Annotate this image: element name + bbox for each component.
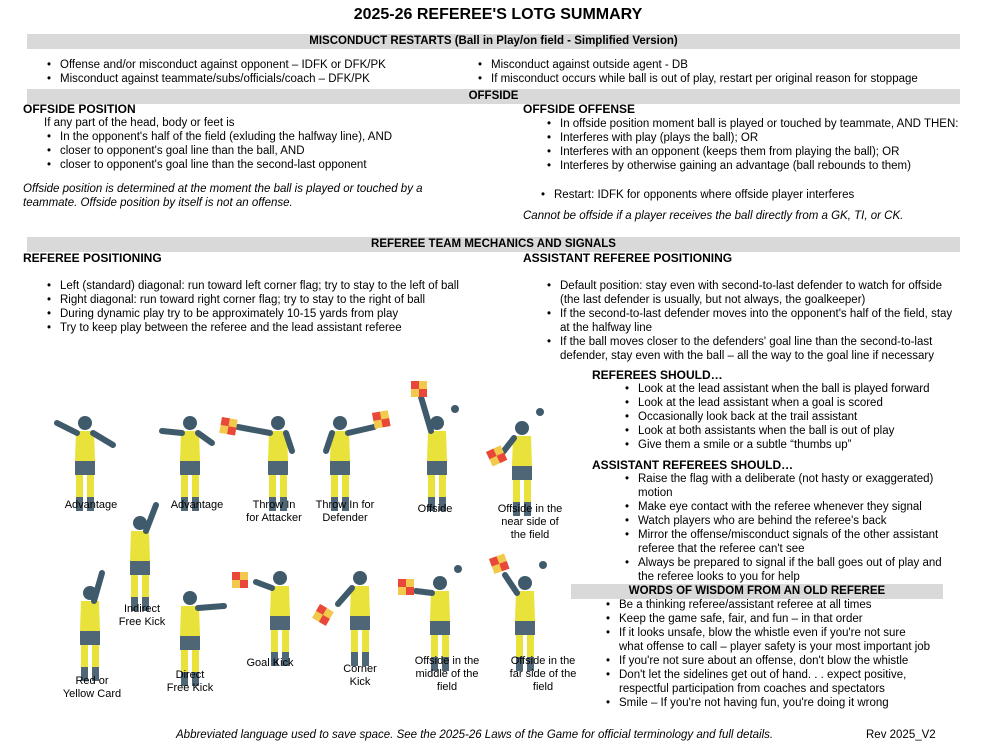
offside-header: OFFSIDE (27, 89, 960, 104)
caption-offside: Offside (417, 503, 453, 515)
offside-offense-title: OFFSIDE OFFENSE (523, 102, 636, 116)
list-item: • If misconduct occurs while ball is out of play, restart per original reason for stoppage (475, 72, 945, 86)
assistant-referees-should-title: ASSISTANT REFEREES SHOULD… (592, 458, 794, 472)
referee-positioning-list (44, 279, 494, 335)
caption-advantage-1: Advantage (64, 499, 118, 511)
offside-position-intro: If any part of the head, body or feet is (44, 117, 235, 129)
advantage-2-figure (162, 416, 212, 511)
wisdom-list (603, 598, 933, 710)
misconduct-right-list (475, 58, 945, 86)
assistant-referees-should-list (622, 472, 957, 584)
misconduct-left-list (44, 58, 464, 86)
list-item: • Smile – If you're not having fun, you're doing it wrong (603, 696, 933, 710)
caption-offside-far: Offside in the far side of the field (509, 655, 577, 693)
caption-indirect-free-kick: Indirect Free Kick (118, 603, 166, 628)
list-item: • If it looks unsafe, blow the whistle even if you're not sure what offense to call – player safety is your most important job (603, 626, 933, 654)
list-item: • In the opponent's half of the field (exluding the halfway line), AND (44, 130, 484, 144)
page-title: 2025-26 REFEREE'S LOTG SUMMARY (353, 6, 643, 23)
throw-in-defender-figure (326, 410, 391, 511)
list-item: • Restart: IDFK for opponents where offside player interferes (538, 188, 958, 202)
list-item: • Try to keep play between the referee and the lead assistant referee (44, 321, 494, 335)
caption-goal-kick: Goal Kick (246, 657, 294, 669)
caption-red-yellow-card: Red or Yellow Card (62, 675, 122, 700)
list-item: • Give them a smile or a subtle “thumbs up” (622, 438, 942, 452)
list-item: • If you're not sure about an offense, don't blow the whistle (603, 654, 933, 668)
list-item: • If the ball moves closer to the defenders' goal line than the second-to-last defender, stay even with the ball – all the way to the goal line if necessary (544, 335, 964, 363)
referees-should-list (622, 382, 942, 452)
offside-position-title: OFFSIDE POSITION (23, 102, 136, 116)
list-item: • closer to opponent's goal line than the ball, AND (44, 144, 484, 158)
list-item: • Watch players who are behind the referee's back (622, 514, 957, 528)
referee-positioning-title: REFEREE POSITIONING (23, 251, 162, 265)
list-item: • Make eye contact with the referee whenever they signal (622, 500, 957, 514)
caption-throw-in-defender: Throw In for Defender (315, 499, 375, 524)
throw-in-attacker-figure (219, 416, 292, 511)
list-item: • closer to opponent's goal line than the second-last opponent (44, 158, 484, 172)
offside-near-figure (486, 408, 544, 516)
list-item: • Default position: stay even with second-to-last defender to watch for offside (the last defender is usually, but not always, the goalkeeper) (544, 279, 964, 307)
mechanics-header: REFEREE TEAM MECHANICS AND SIGNALS (27, 237, 960, 252)
list-item: • Raise the flag with a deliberate (not hasty or exaggerated) motion (622, 472, 957, 500)
indirect-free-kick-figure (130, 505, 156, 611)
misconduct-header: MISCONDUCT RESTARTS (Ball in Play/on field - Simplified Version) (27, 34, 960, 49)
list-item: • During dynamic play try to be approximately 10-15 yards from play (44, 307, 494, 321)
list-item: • Left (standard) diagonal: run toward left corner flag; try to stay to the left of ball (44, 279, 494, 293)
caption-offside-near: Offside in the near side of the field (497, 503, 563, 541)
list-item: • Interferes with play (plays the ball); OR (544, 131, 964, 145)
ar-positioning-title: ASSISTANT REFEREE POSITIONING (523, 251, 733, 265)
offside-position-list (44, 130, 484, 172)
list-item: • Look at the lead assistant when a goal is scored (622, 396, 942, 410)
corner-kick-figure (312, 571, 370, 666)
revision-label: Rev 2025_V2 (866, 729, 936, 741)
referees-should-title: REFEREES SHOULD… (592, 368, 723, 382)
list-item: • Don't let the sidelines get out of hand. . . expect positive, respectful participation from coaches and spectators (603, 668, 933, 696)
list-item: • Keep the game safe, fair, and fun – in that order (603, 612, 933, 626)
list-item: • If the second-to-last defender moves into the opponent's half of the field, stay at the halfway line (544, 307, 964, 335)
goal-kick-figure (232, 571, 290, 666)
list-item: • Interferes by otherwise gaining an advantage (ball rebounds to them) (544, 159, 964, 173)
list-item: • Be a thinking referee/assistant referee at all times (603, 598, 933, 612)
caption-advantage-2: Advantage (170, 499, 224, 511)
red-yellow-card-figure (80, 573, 102, 681)
list-item: • Misconduct against outside agent - DB (475, 58, 945, 72)
footer-note: Abbreviated language used to save space. See the 2025-26 Laws of the Game for official terminology and full details. (176, 729, 774, 741)
offside-far-figure (489, 554, 547, 671)
list-item: • Interferes with an opponent (keeps them from playing the ball); OR (544, 145, 964, 159)
caption-offside-middle: Offside in the middle of the field (414, 655, 480, 693)
list-item: • Always be prepared to signal if the ball goes out of play and the referee looks to you for help (622, 556, 957, 584)
offside-offense-note: Cannot be offside if a player receives the ball directly from a GK, TI, or CK. (523, 210, 904, 222)
offside-restart-list (538, 188, 958, 202)
list-item: • Mirror the offense/misconduct signals of the other assistant referee that the referee can't see (622, 528, 957, 556)
offside-offense-list (544, 117, 964, 173)
list-item: • In offside position moment ball is played or touched by teammate, AND THEN: (544, 117, 964, 131)
list-item: • Misconduct against teammate/subs/officials/coach – DFK/PK (44, 72, 464, 86)
caption-direct-free-kick: Direct Free Kick (166, 669, 214, 694)
advantage-1-figure (57, 416, 113, 511)
list-item: • Offense and/or misconduct against opponent – IDFK or DFK/PK (44, 58, 464, 72)
offside-figure (411, 381, 459, 511)
list-item: • Look at both assistants when the ball is out of play (622, 424, 942, 438)
caption-throw-in-attacker: Throw In for Attacker (246, 499, 302, 524)
list-item: • Look at the lead assistant when the ball is played forward (622, 382, 942, 396)
caption-corner-kick: Corner Kick (343, 663, 377, 688)
list-item: • Occasionally look back at the trail assistant (622, 410, 942, 424)
list-item: • Right diagonal: run toward right corner flag; try to stay to the right of ball (44, 293, 494, 307)
wisdom-header: WORDS OF WISDOM FROM AN OLD REFEREE (571, 584, 943, 599)
offside-position-note: Offside position is determined at the moment the ball is played or touched by a teammate. Offside position by itself is not an offense. (23, 183, 423, 209)
ar-positioning-list (544, 279, 964, 363)
